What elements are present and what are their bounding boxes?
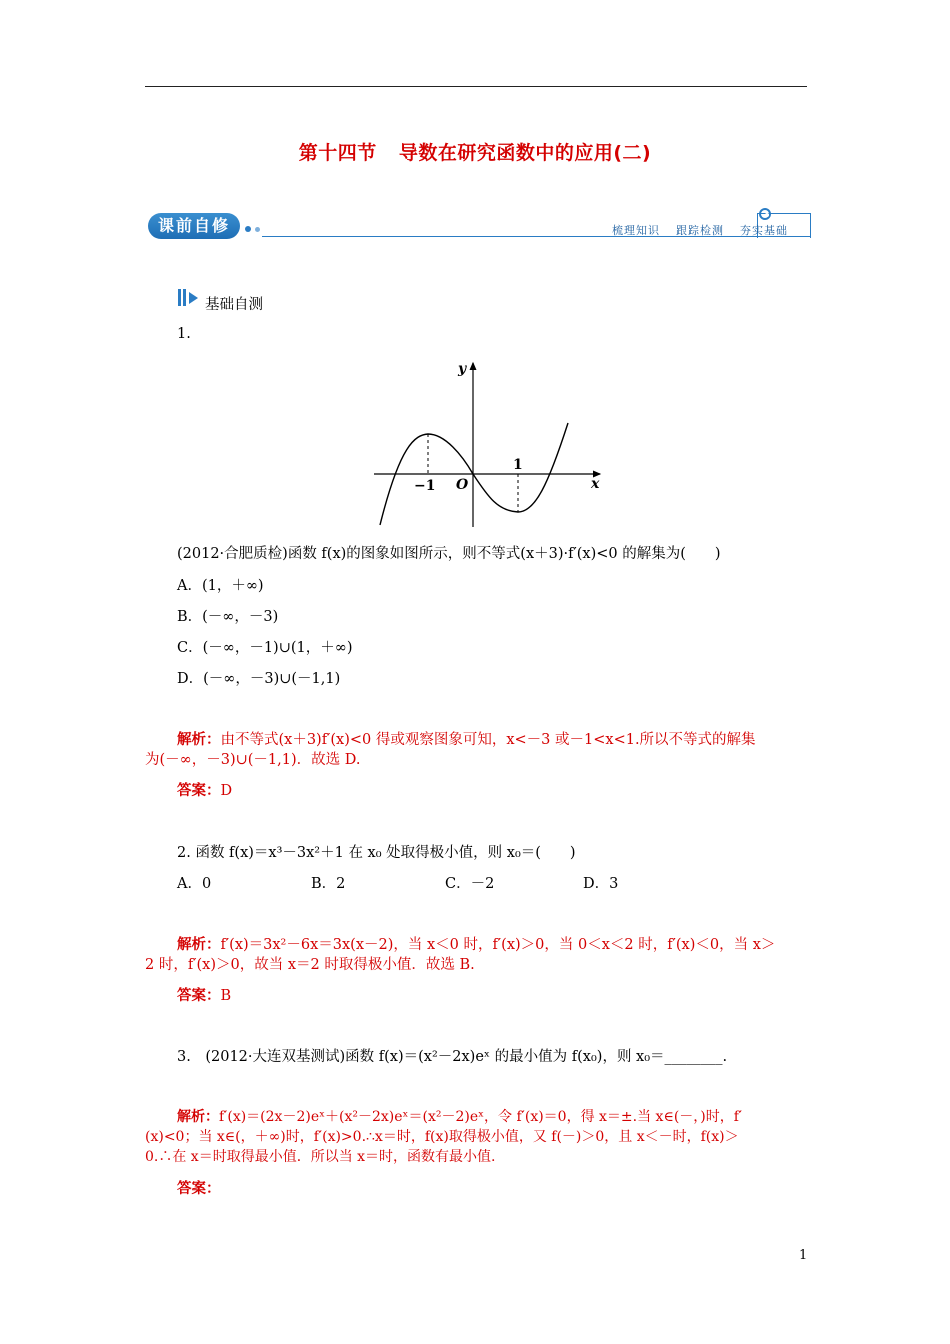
- page-title: [0, 138, 950, 165]
- title-section-number: 第十四节: [298, 142, 377, 164]
- analysis-text: 为(－∞，－3)∪(－1,1)．故选 D.: [145, 752, 361, 768]
- option-d: D．(－∞，－3)∪(－1,1): [177, 671, 341, 687]
- banner-dot-icon: [255, 227, 260, 232]
- banner-dot-icon: [245, 226, 251, 232]
- answer-value: B: [220, 988, 232, 1004]
- option-a: A．0: [177, 876, 212, 892]
- analysis: [177, 933, 775, 954]
- banner-tab: 夯实基础: [740, 224, 788, 237]
- banner-label: 课前自修: [148, 213, 240, 239]
- analysis-text: 0.∴在 x＝时取得最小值．所以当 x＝时，函数有最小值.: [145, 1149, 496, 1165]
- question-stem: 3. (2012·大连双基测试)函数 f(x)＝(x²－2x)eˣ 的最小值为 f(x₀)，则 x₀＝________.: [177, 1049, 728, 1065]
- section-heading: 基础自测: [205, 297, 263, 313]
- tick-label-neg1: −1: [414, 478, 436, 494]
- x-axis-label: x: [591, 476, 600, 492]
- banner-tabs: [612, 222, 788, 238]
- origin-label: O: [456, 477, 469, 493]
- answer: [177, 1177, 221, 1198]
- option-a: A．(1，＋∞): [177, 578, 264, 594]
- analysis-text: 由不等式(x＋3)f′(x)<0 得或观察图象可知，x<－3 或－1<x<1.所以不等式的解集: [220, 732, 756, 748]
- page-number: 1: [799, 1248, 808, 1263]
- analysis-text: f′(x)＝3x²－6x＝3x(x－2)，当 x＜0 时，f′(x)＞0，当 0＜x＜2 时，f′(x)＜0，当 x＞: [220, 937, 776, 953]
- answer-label: 答案：: [177, 783, 221, 799]
- option-b: B．(－∞，－3): [177, 609, 279, 625]
- analysis-label: 解析：: [177, 1109, 219, 1125]
- question-number: 1.: [177, 326, 191, 342]
- banner-tab: 梳理知识: [612, 224, 660, 237]
- banner-tab: 跟踪检测: [676, 224, 724, 237]
- title-topic: 导数在研究函数中的应用(二): [398, 142, 652, 164]
- option-b: B．2: [311, 876, 346, 892]
- analysis-text: f′(x)＝(2x－2)eˣ＋(x²－2x)eˣ＝(x²－2)eˣ，令 f′(x)＝0，得 x＝±.当 x∈(－，)时，f′: [219, 1109, 743, 1125]
- function-graph: [370, 355, 610, 530]
- analysis-text: 2 时，f′(x)＞0，故当 x＝2 时取得极小值．故选 B.: [145, 957, 475, 973]
- banner-swirl-icon: [758, 207, 772, 221]
- header-rule: [145, 86, 807, 87]
- answer: [177, 984, 231, 1005]
- option-d: D．3: [583, 876, 619, 892]
- analysis-label: 解析：: [177, 937, 221, 953]
- option-c: C．－2: [445, 876, 495, 892]
- question-stem: (2012·合肥质检)函数 f(x)的图象如图所示，则不等式(x＋3)·f′(x)<0 的解集为( ): [177, 546, 721, 562]
- option-c: C．(－∞，－1)∪(1，＋∞): [177, 640, 353, 656]
- answer-label: 答案：: [177, 988, 221, 1004]
- analysis-text: (x)<0；当 x∈(，＋∞)时，f′(x)>0.∴x＝时，f(x)取得极小值，又 f(－)＞0，且 x＜－时，f(x)＞: [145, 1129, 739, 1145]
- tick-label-pos1: 1: [513, 457, 523, 473]
- y-axis-label: y: [458, 361, 467, 377]
- answer-value: D: [220, 783, 233, 799]
- analysis: [177, 1106, 742, 1126]
- question-stem: 2. 函数 f(x)＝x³－3x²＋1 在 x₀ 处取得极小值，则 x₀＝( ): [177, 845, 576, 861]
- section-marker-icon: [177, 288, 203, 308]
- answer-label: 答案：: [177, 1181, 221, 1197]
- analysis: [177, 728, 756, 749]
- analysis-label: 解析：: [177, 732, 221, 748]
- answer: [177, 779, 232, 800]
